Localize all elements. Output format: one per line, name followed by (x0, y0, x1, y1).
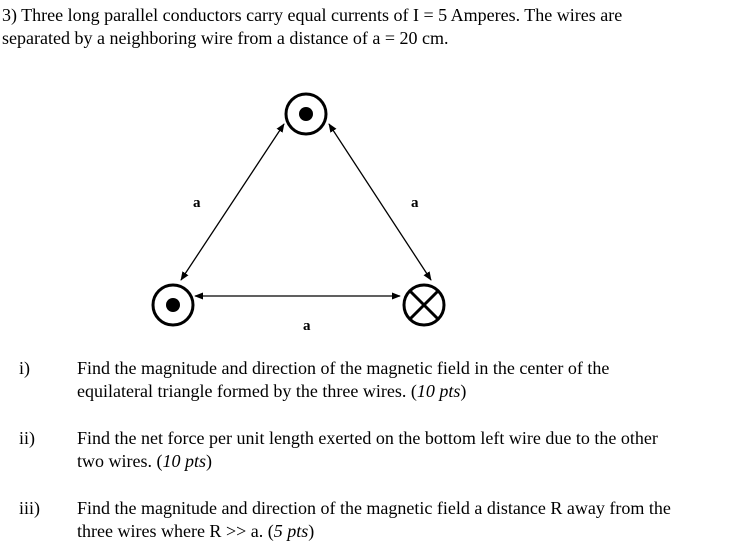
points-label: 10 pts (162, 451, 206, 471)
question-line-1: Find the magnitude and direction of the magnetic field in the center of the (77, 358, 610, 378)
problem-line-2: separated by a neighboring wire from a distance of a = 20 cm. (2, 28, 449, 48)
question-text (77, 357, 737, 403)
wire-bottom-right-cross-icon (404, 285, 444, 325)
question-number: ii) (19, 428, 35, 448)
question-line-1: Find the magnitude and direction of the magnetic field a distance R away from the (77, 498, 671, 518)
problem-line-1: 3) Three long parallel conductors carry equal currents of I = 5 Amperes. The wires are (2, 5, 623, 25)
wire-bottom-left-dot-icon (153, 285, 193, 325)
side-label-bottom: a (303, 318, 311, 334)
question-number: iii) (19, 498, 40, 518)
question-text (77, 497, 737, 543)
wire-top-dot-icon (286, 94, 326, 134)
question-number: i) (19, 358, 30, 378)
question-line-1: Find the net force per unit length exerted on the bottom left wire due to the other (77, 428, 658, 448)
question-line-2: equilateral triangle formed by the three wires. (10 pts) (77, 381, 467, 401)
question-line-2: two wires. (10 pts) (77, 451, 212, 471)
question-text (77, 427, 737, 473)
question-line-2: three wires where R >> a. (5 pts) (77, 521, 315, 541)
points-label: 10 pts (416, 381, 461, 401)
side-label-right: a (411, 195, 419, 211)
points-label: 5 pts (273, 521, 309, 541)
side-label-left: a (193, 195, 201, 211)
